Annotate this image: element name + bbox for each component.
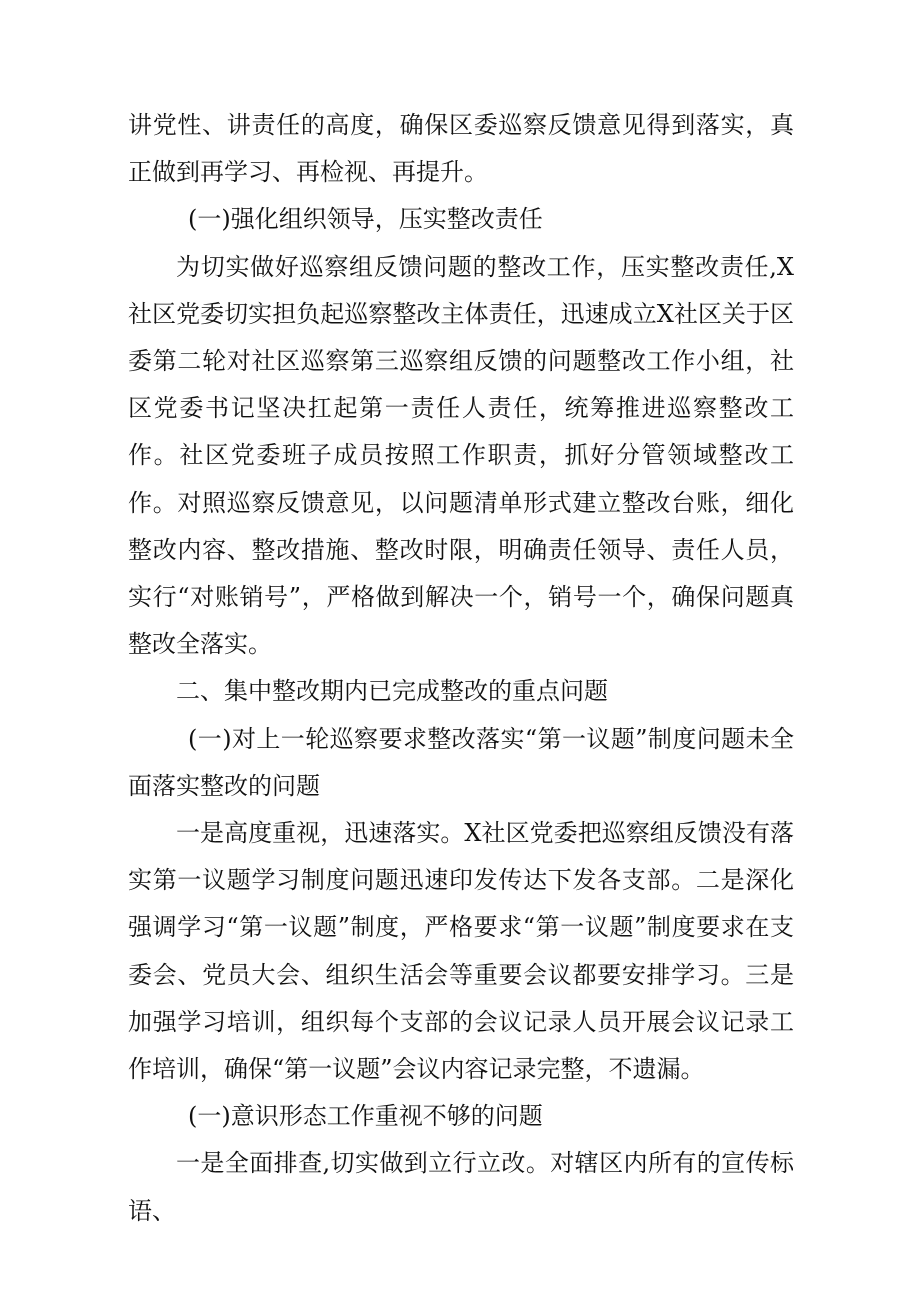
subheading-organization-leadership: (一)强化组织领导，压实整改责任 bbox=[188, 205, 543, 234]
section-heading-key-issues: 二、集中整改期内已完成整改的重点问题 bbox=[176, 677, 608, 706]
paragraph-rectification-responsibility: 为切实做好巡察组反馈问题的整改工作，压实整改责任,X社区党委切实担负起巡察整改主体责任，迅速成立X社区关于区委第二轮对社区巡察第三巡察组反馈的问题整改工作小组，社区党委书记坚决扛起第一责任人责任，统筹推进巡察整改工作。社区党委班子成员按照工作职责，抓好分管领域整改工作。对照巡察反馈意见，以问题清单形式建立整改台账，细化整改内容、整改措施、整改时限，明确责任领导、责任人员，实行“对账销号”，严格做到解决一个，销号一个，确保问题真整改全落实。 bbox=[128, 252, 794, 659]
paragraph-first-agenda-measures: 一是高度重视，迅速落实。X社区党委把巡察组反馈没有落实第一议题学习制度问题迅速印发传达下发各支部。二是深化强调学习“第一议题”制度，严格要求“第一议题”制度要求在支委会、党员大会、组织生活会等重要会议都要安排学习。三是加强学习培训，组织每个支部的会议记录人员开展会议记录工作培训，确保“第一议题”会议内容记录完整，不遗漏。 bbox=[128, 819, 794, 1084]
subheading-first-agenda-issue: (一)对上一轮巡察要求整改落实“第一议题”制度问题未全面落实整改的问题 bbox=[128, 724, 794, 800]
paragraph-continued: 讲党性、讲责任的高度，确保区委巡察反馈意见得到落实，真正做到再学习、再检视、再提升。 bbox=[128, 111, 794, 187]
document-body bbox=[128, 102, 794, 1235]
paragraph-ideology-measures: 一是全面排查,切实做到立行立改。对辖区内所有的宣传标语、 bbox=[128, 1149, 794, 1225]
subheading-ideology-work: (一)意识形态工作重视不够的问题 bbox=[188, 1102, 543, 1131]
